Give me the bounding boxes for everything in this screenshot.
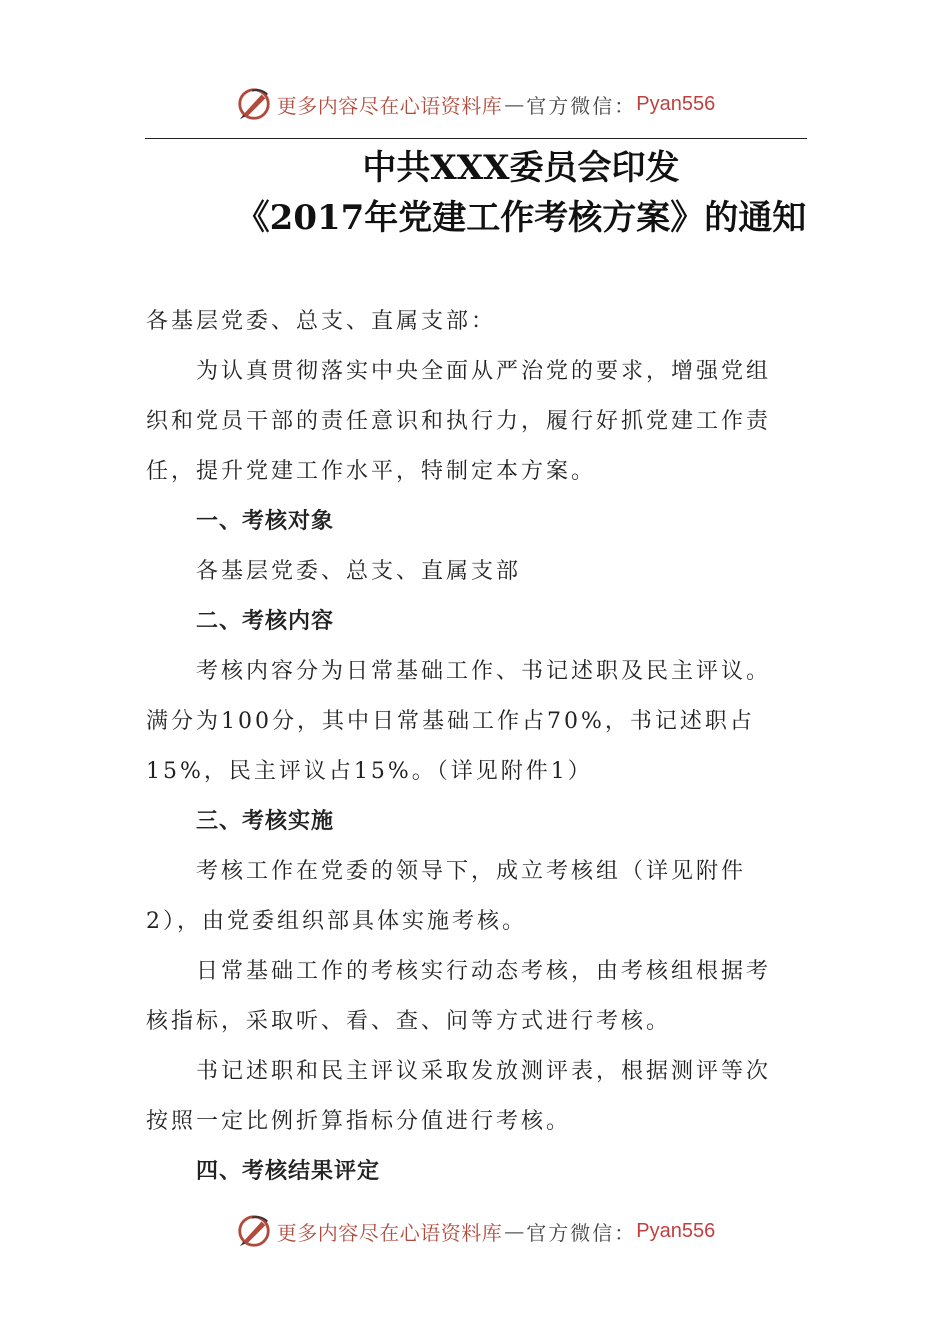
- paragraph-line: 2），由党委组织部具体实施考核。: [146, 909, 527, 934]
- paragraph-line: 15%，民主评议占15%。（详见附件1）: [146, 759, 593, 784]
- title-line-2: 《2017年党建工作考核方案》的通知: [235, 198, 807, 238]
- pen-logo-icon: [235, 85, 273, 123]
- watermark-separator: —: [504, 92, 525, 116]
- paragraph-line: 为认真贯彻落实中央全面从严治党的要求，增强党组: [196, 359, 772, 384]
- section-heading: 二、考核内容: [196, 609, 335, 634]
- paragraph-line: 考核工作在党委的领导下，成立考核组（详见附件: [196, 859, 747, 884]
- section-heading: 四、考核结果评定: [196, 1159, 381, 1184]
- paragraph-line: 各基层党委、总支、直属支部: [196, 559, 522, 584]
- watermark-separator: —: [504, 1219, 525, 1243]
- paragraph-line: 按照一定比例折算指标分值进行考核。: [146, 1109, 572, 1134]
- section-heading: 一、考核对象: [196, 509, 335, 534]
- paragraph-line: 任，提升党建工作水平，特制定本方案。: [146, 459, 597, 484]
- watermark-text: 更多内容尽在心语资料库: [276, 93, 503, 118]
- watermark-wechat-label: 官方微信：: [526, 93, 637, 118]
- salutation: 各基层党委、总支、直属支部：: [146, 309, 497, 334]
- pen-logo-icon: [235, 1212, 273, 1250]
- watermark-banner-bottom: [0, 1211, 950, 1251]
- watermark-wechat-label: 官方微信：: [526, 1220, 637, 1245]
- watermark-wechat-id: Pyan556: [636, 1219, 716, 1242]
- paragraph-line: 织和党员干部的责任意识和执行力，履行好抓党建工作责: [146, 409, 772, 434]
- watermark-banner-top: [0, 84, 950, 124]
- header-rule: [145, 138, 807, 139]
- watermark-text: 更多内容尽在心语资料库: [276, 1220, 503, 1245]
- paragraph-line: 书记述职和民主评议采取发放测评表，根据测评等次: [196, 1059, 772, 1084]
- paragraph-line: 考核内容分为日常基础工作、书记述职及民主评议。: [196, 659, 772, 684]
- paragraph-line: 核指标，采取听、看、查、问等方式进行考核。: [146, 1009, 672, 1034]
- section-heading: 三、考核实施: [196, 809, 335, 834]
- paragraph-line: 日常基础工作的考核实行动态考核，由考核组根据考: [196, 959, 772, 984]
- document-body: [146, 303, 806, 1203]
- paragraph-line: 满分为100分，其中日常基础工作占70%，书记述职占: [146, 709, 755, 734]
- watermark-wechat-id: Pyan556: [636, 92, 716, 115]
- title-line-1: 中共XXX委员会印发: [362, 148, 680, 188]
